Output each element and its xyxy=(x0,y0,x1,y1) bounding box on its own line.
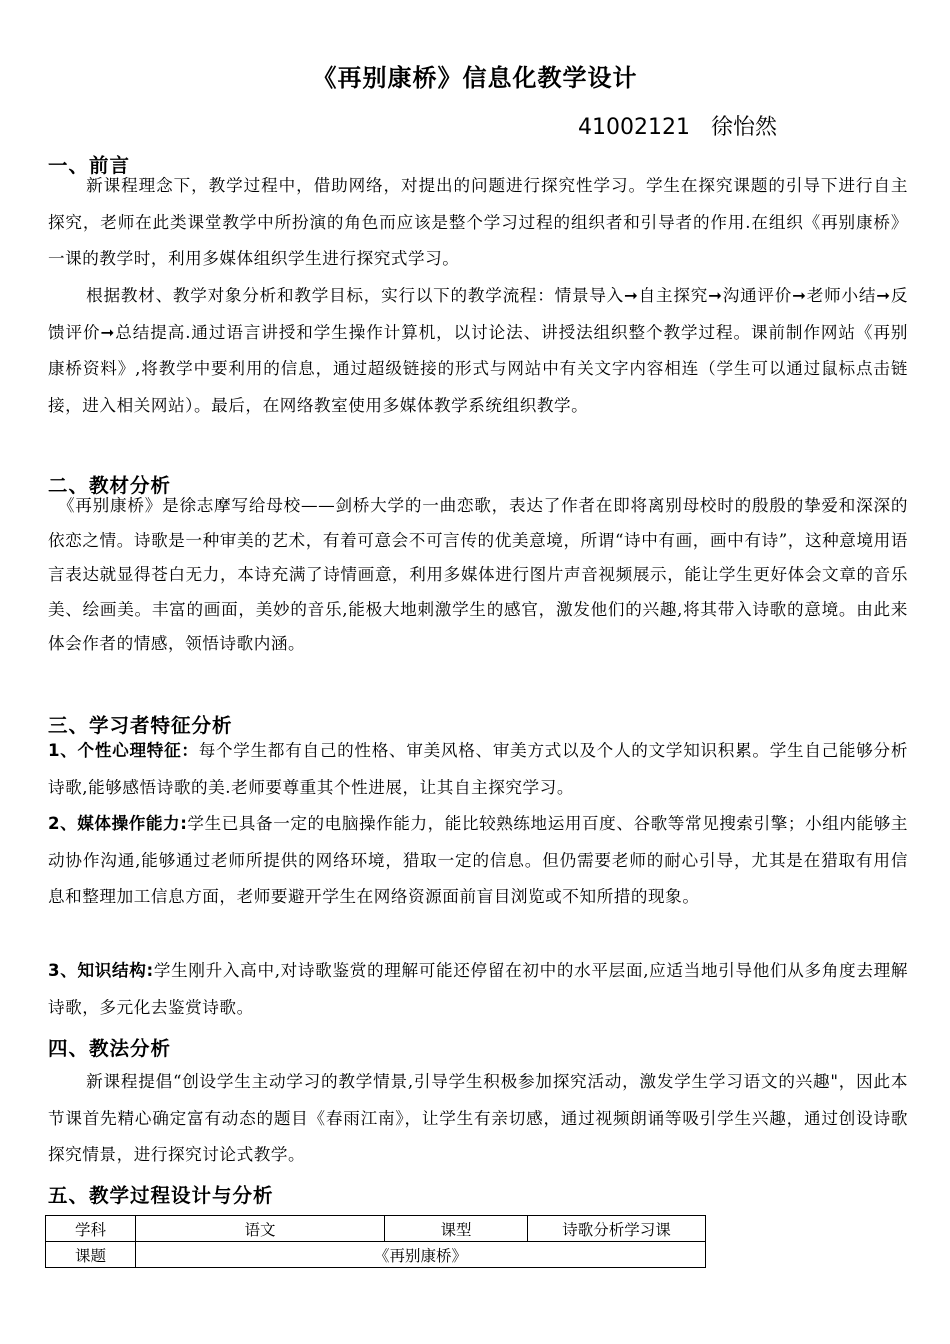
course-info-table xyxy=(45,1215,706,1268)
learner-item-knowledge-structure-text: 学生刚升入高中,对诗歌鉴赏的理解可能还停留在初中的水平层面,应适当地引导他们从多角度去理解诗歌，多元化去鉴赏诗歌。 xyxy=(48,961,908,1017)
learner-item-media-skills-text: 学生已具备一定的电脑操作能力，能比较熟练地运用百度、谷歌等常见搜索引擎；小组内能够主动协作沟通,能够通过老师所提供的网络环境，猎取一定的信息。但仍需要老师的耐心引导，尤其是在猎取有用信息和整理加工信息方面，老师要避开学生在网络资源面前盲目浏览或不知所措的现象。 xyxy=(48,814,908,907)
section-heading-preface: 一、前言 xyxy=(48,154,131,177)
section-heading-textbook-analysis: 二、教材分析 xyxy=(48,474,172,497)
preface-paragraph-2: 根据教材、教学对象分析和教学目标，实行以下的教学流程：情景导入➞自主探究➞沟通评价➞老师小结➞反馈评价➞总结提高.通过语言讲授和学生操作计算机，以讨论法、讲授法组织整个教学过程。课前制作网站《再别康桥资料》,将教学中要利用的信息，通过超级链接的形式与网站中有关文字内容相连（学生可以通过鼠标点击链接，进入相关网站）。最后，在网络教室使用多媒体教学系统组织教学。 xyxy=(48,286,908,416)
learner-item-media-skills-label: 2、媒体操作能力: xyxy=(48,814,188,833)
document-title: 《再别康桥》信息化教学设计 xyxy=(312,64,638,92)
section-heading-teaching-process: 五、教学过程设计与分析 xyxy=(48,1184,274,1207)
learner-item-personality-text: 每个学生都有自己的性格、审美风格、审美方式以及个人的文学知识积累。学生自己能够分析诗歌,能够感悟诗歌的美.老师要尊重其个性进展，让其自主探究学习。 xyxy=(48,741,908,797)
learner-item-media-skills xyxy=(48,806,908,916)
table-cell-topic-label: 课题 xyxy=(46,1242,136,1268)
table-cell-topic-value: 《再别康桥》 xyxy=(136,1242,706,1268)
preface-paragraph-1: 新课程理念下，教学过程中，借助网络，对提出的问题进行探究性学习。学生在探究课题的引导下进行自主探究，老师在此类课堂教学中所扮演的角色而应该是整个学习过程的组织者和引导者的作用.在组织《再别康桥》一课的教学时，利用多媒体组织学生进行探究式学习。 xyxy=(48,176,908,269)
table-cell-type-label: 课型 xyxy=(385,1216,528,1242)
learner-item-knowledge-structure xyxy=(48,953,908,1026)
textbook-analysis-paragraph: 《再别康桥》是徐志摩写给母校——剑桥大学的一曲恋歌，表达了作者在即将离别母校时的殷殷的挚爱和深深的依恋之情。诗歌是一种审美的艺术，有着可意会不可言传的优美意境，所谓“诗中有画，画中有诗”，这种意境用语言表达就显得苍白无力，本诗充满了诗情画意，利用多媒体进行图片声音视频展示，能让学生更好体会文章的音乐美、绘画美。丰富的画面，美妙的音乐,能极大地刺激学生的感官，激发他们的兴趣,将其带入诗歌的意境。由此来体会作者的情感，领悟诗歌内涵。 xyxy=(48,496,908,653)
section-heading-teaching-method: 四、教法分析 xyxy=(48,1037,172,1060)
author-line: 41002121 徐怡然 xyxy=(578,115,777,140)
table-row xyxy=(46,1216,706,1242)
table-cell-type-value: 诗歌分析学习课 xyxy=(528,1216,706,1242)
learner-item-personality xyxy=(48,733,908,806)
section-heading-learner-analysis: 三、学习者特征分析 xyxy=(48,714,233,737)
table-cell-subject-value: 语文 xyxy=(136,1216,385,1242)
teaching-method-paragraph: 新课程提倡“创设学生主动学习的教学情景,引导学生积极参加探究活动，激发学生学习语文的兴趣"，因此本节课首先精心确定富有动态的题目《春雨江南》，让学生有亲切感，通过视频朗诵等吸引学生兴趣，通过创设诗歌探究情景，进行探究讨论式教学。 xyxy=(48,1072,908,1165)
learner-item-personality-label: 1、个性心理特征： xyxy=(48,741,199,760)
table-row xyxy=(46,1242,706,1268)
table-cell-subject-label: 学科 xyxy=(46,1216,136,1242)
learner-item-knowledge-structure-label: 3、知识结构: xyxy=(48,961,154,980)
